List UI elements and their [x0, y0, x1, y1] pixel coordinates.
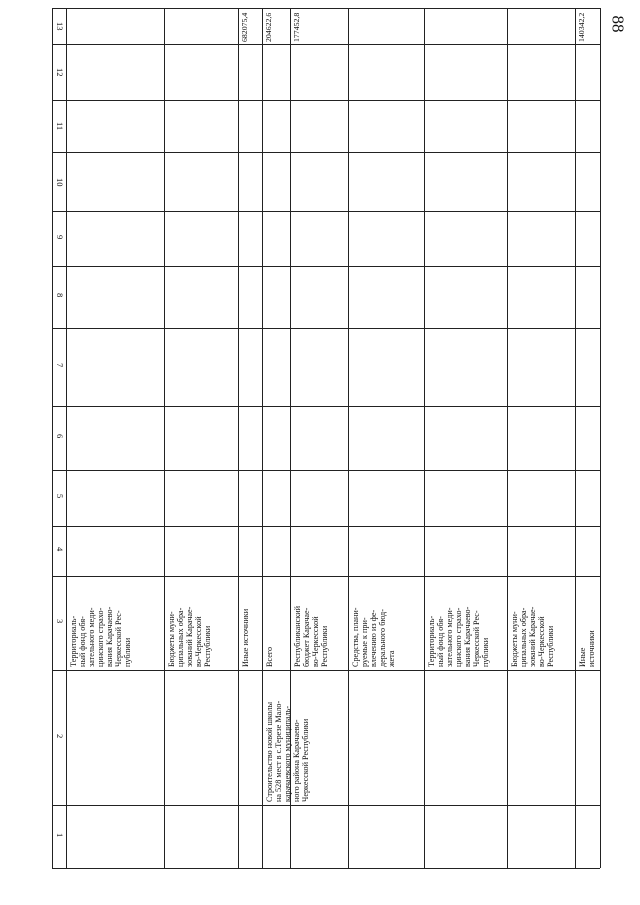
row-source-label: Территориаль- ный фонд обя- зательного меди- цинского страхо- вания Карачаево- Черкесской Рес- публики — [69, 606, 132, 667]
column-number: 6 — [55, 434, 65, 439]
column-number: 13 — [55, 22, 65, 31]
table-rule — [52, 211, 600, 212]
column-number: 5 — [55, 494, 65, 499]
table-rule — [52, 328, 600, 329]
table-rule — [600, 8, 601, 868]
column-number: 1 — [55, 832, 65, 837]
table-rule — [52, 44, 600, 45]
column-number: 2 — [55, 733, 65, 738]
row-source-label: Всего — [265, 646, 274, 667]
table-rule — [348, 8, 349, 868]
column-number: 10 — [55, 177, 65, 186]
table-rule — [164, 8, 165, 868]
table-rule — [52, 406, 600, 407]
budget-table — [52, 8, 600, 868]
table-rule — [52, 526, 600, 527]
column-number: 11 — [55, 122, 65, 131]
row-value-col13: 204622,6 — [264, 12, 273, 42]
row-source-label: Иные источники — [241, 608, 250, 667]
table-rule — [52, 152, 600, 153]
column-number: 8 — [55, 293, 65, 298]
table-rule — [52, 670, 600, 671]
table-rule — [575, 8, 576, 868]
table-rule — [52, 266, 600, 267]
table-rule — [66, 8, 67, 868]
column-number: 4 — [55, 547, 65, 552]
row-object-name: Строительство новой школы на 528 мест в с.Терезе Мало- карачаевского муниципаль- ного района Карачаево- Черкесской Республики — [265, 700, 310, 802]
table-rule — [52, 100, 600, 101]
column-number: 3 — [55, 619, 65, 624]
page-number: 88 — [608, 15, 628, 33]
table-rule — [52, 868, 600, 869]
table-rule — [52, 8, 600, 9]
row-source-label: Иные источники — [578, 630, 596, 667]
table-rule — [238, 8, 239, 868]
table-rule — [52, 805, 600, 806]
row-source-label: Бюджеты муни- ципальных обра- зований Карачае- во-Черкесской Республики — [167, 606, 212, 667]
row-value-col13: 682075,4 — [240, 12, 249, 42]
row-source-label: Территориаль- ный фонд обя- зательного меди- цинского страхо- вания Карачаево- Черкесской Рес- публики — [427, 606, 490, 667]
table-rule — [262, 8, 263, 868]
column-number: 7 — [55, 363, 65, 368]
column-number: 12 — [55, 68, 65, 77]
table-rule — [52, 576, 600, 577]
table-rule — [52, 470, 600, 471]
row-source-label: Средства, плани- руемые к при- влечению из фе- дерального бюд- жета — [351, 607, 396, 667]
table-rule — [507, 8, 508, 868]
row-source-label: Республиканский бюджет Карачае- во-Черкесской Республики — [293, 606, 329, 667]
row-value-col13: 177452,8 — [292, 12, 301, 42]
table-rule — [52, 8, 53, 868]
row-value-col13: 140342,2 — [577, 12, 586, 42]
table-rule — [424, 8, 425, 868]
column-number: 9 — [55, 234, 65, 239]
row-source-label: Бюджеты муни- ципальных обра- зований Карачае- во-Черкесской Республики — [510, 606, 555, 667]
